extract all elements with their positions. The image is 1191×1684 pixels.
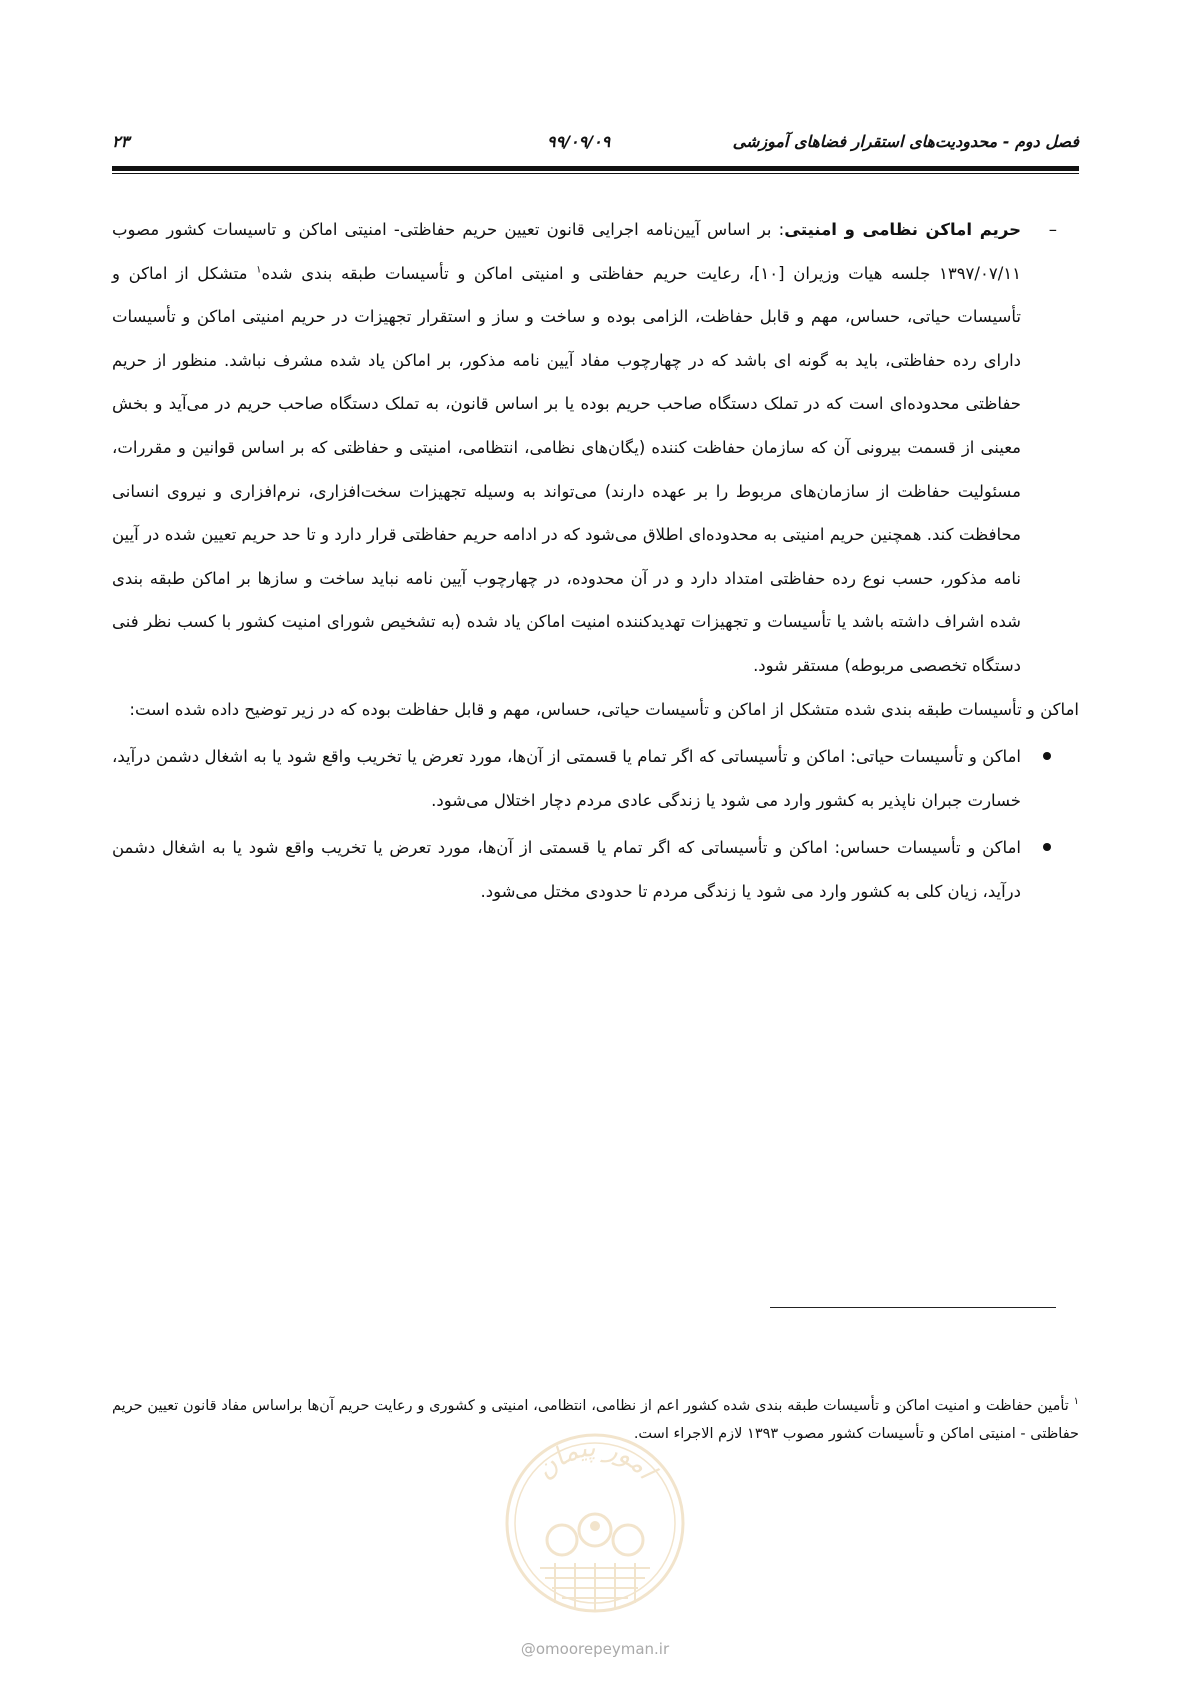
item-text-start: : بر اساس آیین‌نامه اجرایی قانون تعیین حریم حفاظتی- امنیتی اماکن و تاسیسات کشور مصوب ۱۳۹۷/۰۷/۱۱ جلسه هیات وزیران [۱۰]، رعایت حریم حفاظتی و امنیتی اماکن و تأسیسات طبقه بندی شده [112, 220, 1021, 283]
chapter-title: فصل دوم - محدودیت‌های استقرار فضاهای آموزشی [732, 132, 1079, 151]
footnote-marker: ۱ [1073, 1396, 1079, 1408]
header-date: ۹۹/۰۹/۰۹ [547, 132, 611, 151]
bullet-text: اماکن و تأسیسات حساس: اماکن و تأسیساتی که اگر تمام یا قسمتی از آن‌ها، مورد تعرض یا تخریب واقع شود یا به اشغال دشمن درآید، زیان کلی به کشور وارد می شود یا زندگی مردم تا حدودی مختل می‌شود. [112, 838, 1021, 901]
footnote-text: تأمین حفاظت و امنیت اماکن و تأسیسات طبقه بندی شده کشور اعم از نظامی، انتظامی، امنیتی و کشوری و رعایت حریم آن‌ها براساس مفاد قانون تعیین حریم حفاظتی - امنیتی اماکن و تأسیسات کشور مصوب ۱۳۹۳ لازم الاجراء است. [112, 1398, 1079, 1442]
bullet-text: اماکن و تأسیسات حیاتی: اماکن و تأسیساتی که اگر تمام یا قسمتی از آن‌ها، مورد تعرض یا تخریب واقع شود یا به اشغال دشمن درآید، خسارت جبران ناپذیر به کشور وارد می شود یا زندگی عادی مردم دچار اختلال می‌شود. [112, 747, 1021, 810]
dash-marker: – [1048, 220, 1057, 239]
watermark-url: @omoorepeyman.ir [520, 1640, 670, 1658]
watermark-seal-text: امور پیمان [529, 1432, 662, 1486]
footnote-separator [770, 1307, 1056, 1308]
bullet-item [112, 826, 1079, 913]
item-text-rest: متشکل از اماکن و تأسیسات حیاتی، حساس، مهم و قابل حفاظت، الزامی بوده و ساخت و ساز و استقرار تجهیزات در حریم امنیتی اماکن و تأسیسات دارای رده حفاظتی، باید به گونه ای باشد که در چهارچوب مفاد آیین نامه مذکور، بر اماکن یاد شده مشرف نباشد. منظور از حریم حفاظتی محدوده‌ای است که در تملک دستگاه صاحب حریم بوده یا بر اساس قانون، به تملک دستگاه صاحب حریم در می‌آید و بخش معینی از قسمت بیرونی آن که سازمان حفاظت کننده (یگان‌های نظامی، انتظامی، امنیتی و حفاظتی که بر اساس قوانین و مقررات، مسئولیت حفاظت از سازمان‌های مربوط را بر عهده دارند) می‌تواند به وسیله تجهیزات سخت‌افزاری، نرم‌افزاری و نیروی انسانی محافظت کند. همچنین حریم امنیتی به محدوده‌ای اطلاق می‌شود که در ادامه حریم حفاظتی قرار دارد و تا حد حریم تعیین شده در آیین نامه مذکور، حسب نوع رده حفاظتی امتداد دارد و در آن محدوده، در چهارچوب آیین نامه نباید ساخت و سازها بر اماکن طبقه بندی شده اشراف داشته باشد یا تأسیسات و تجهیزات تهدیدکننده امنیت اماکن یاد شده (به تشخیص شورای امنیت کشور با کسب نظر فنی دستگاه تخصصی مربوطه) مستقر شود. [112, 263, 1021, 675]
bullet-item [112, 735, 1079, 822]
bullet-dot-icon [1043, 843, 1051, 851]
watermark-seal-icon [500, 1428, 690, 1618]
page-number: ۲۳ [112, 132, 130, 151]
item-term: حریم اماکن نظامی و امنیتی [784, 220, 1021, 239]
bullet-list [112, 735, 1079, 913]
footnote-reference: ۱ [256, 264, 262, 276]
dash-list-item [112, 208, 1079, 688]
svg-text:امور پیمان [530, 1433, 663, 1487]
body-text [112, 208, 1079, 914]
header-rule-thick [112, 166, 1079, 171]
paragraph: اماکن و تأسیسات طبقه بندی شده متشکل از اماکن و تأسیسات حیاتی، حساس، مهم و قابل حفاظت بوده که در زیر توضیح داده شده است: [129, 699, 1079, 719]
bullet-dot-icon [1043, 752, 1051, 760]
running-header [112, 128, 1079, 158]
header-rule-thin [112, 173, 1079, 174]
